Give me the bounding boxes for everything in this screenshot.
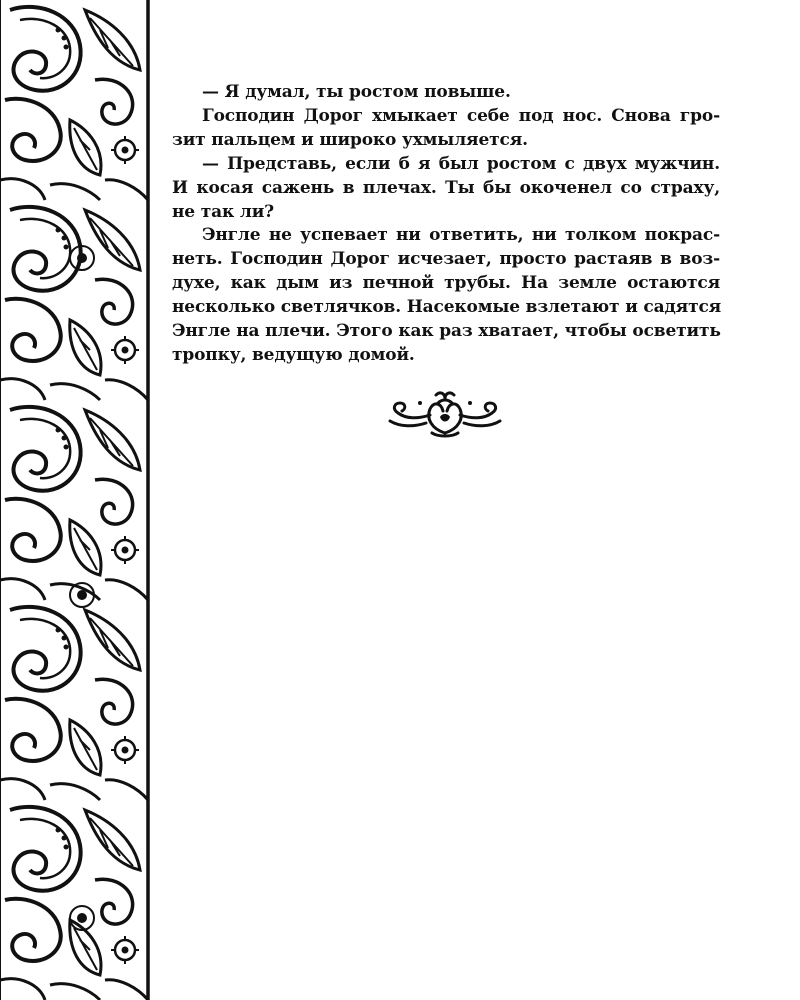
text-line: зит пальцем и широко ухмыляется. bbox=[172, 129, 528, 150]
scroll-tulip-vignette-icon bbox=[386, 389, 504, 439]
paragraph-4 bbox=[172, 224, 720, 367]
section-end-vignette bbox=[386, 389, 504, 439]
text-line: не так ли? bbox=[172, 201, 274, 222]
text-line: тропку, ведущую домой. bbox=[172, 344, 415, 365]
decorative-left-border bbox=[0, 0, 150, 1000]
text-line: несколько светлячков. Насекомые взлетают и садятся bbox=[172, 297, 722, 318]
text-line: И косая сажень в плечах. Ты бы окоченел со страху, bbox=[172, 177, 720, 198]
story-text bbox=[172, 81, 720, 368]
paragraph-3 bbox=[172, 153, 720, 225]
paragraph-2 bbox=[172, 105, 720, 153]
text-line: Энгле не успевает ни ответить, ни толком покрас- bbox=[202, 225, 720, 246]
text-line: духе, как дым из печной трубы. На земле остаются bbox=[172, 273, 720, 294]
paragraph-1 bbox=[172, 81, 720, 105]
text-line: — Представь, если б я был ростом с двух мужчин. bbox=[202, 153, 720, 174]
text-line: Господин Дорог хмыкает себе под нос. Снова гро- bbox=[202, 105, 720, 126]
floral-paisley-border-icon bbox=[0, 0, 150, 1000]
text-line: неть. Господин Дорог исчезает, просто растаяв в воз- bbox=[172, 249, 720, 270]
text-line: Энгле на плечи. Этого как раз хватает, чтобы осветить bbox=[172, 321, 721, 342]
text-line: — Я думал, ты ростом повыше. bbox=[202, 82, 511, 102]
